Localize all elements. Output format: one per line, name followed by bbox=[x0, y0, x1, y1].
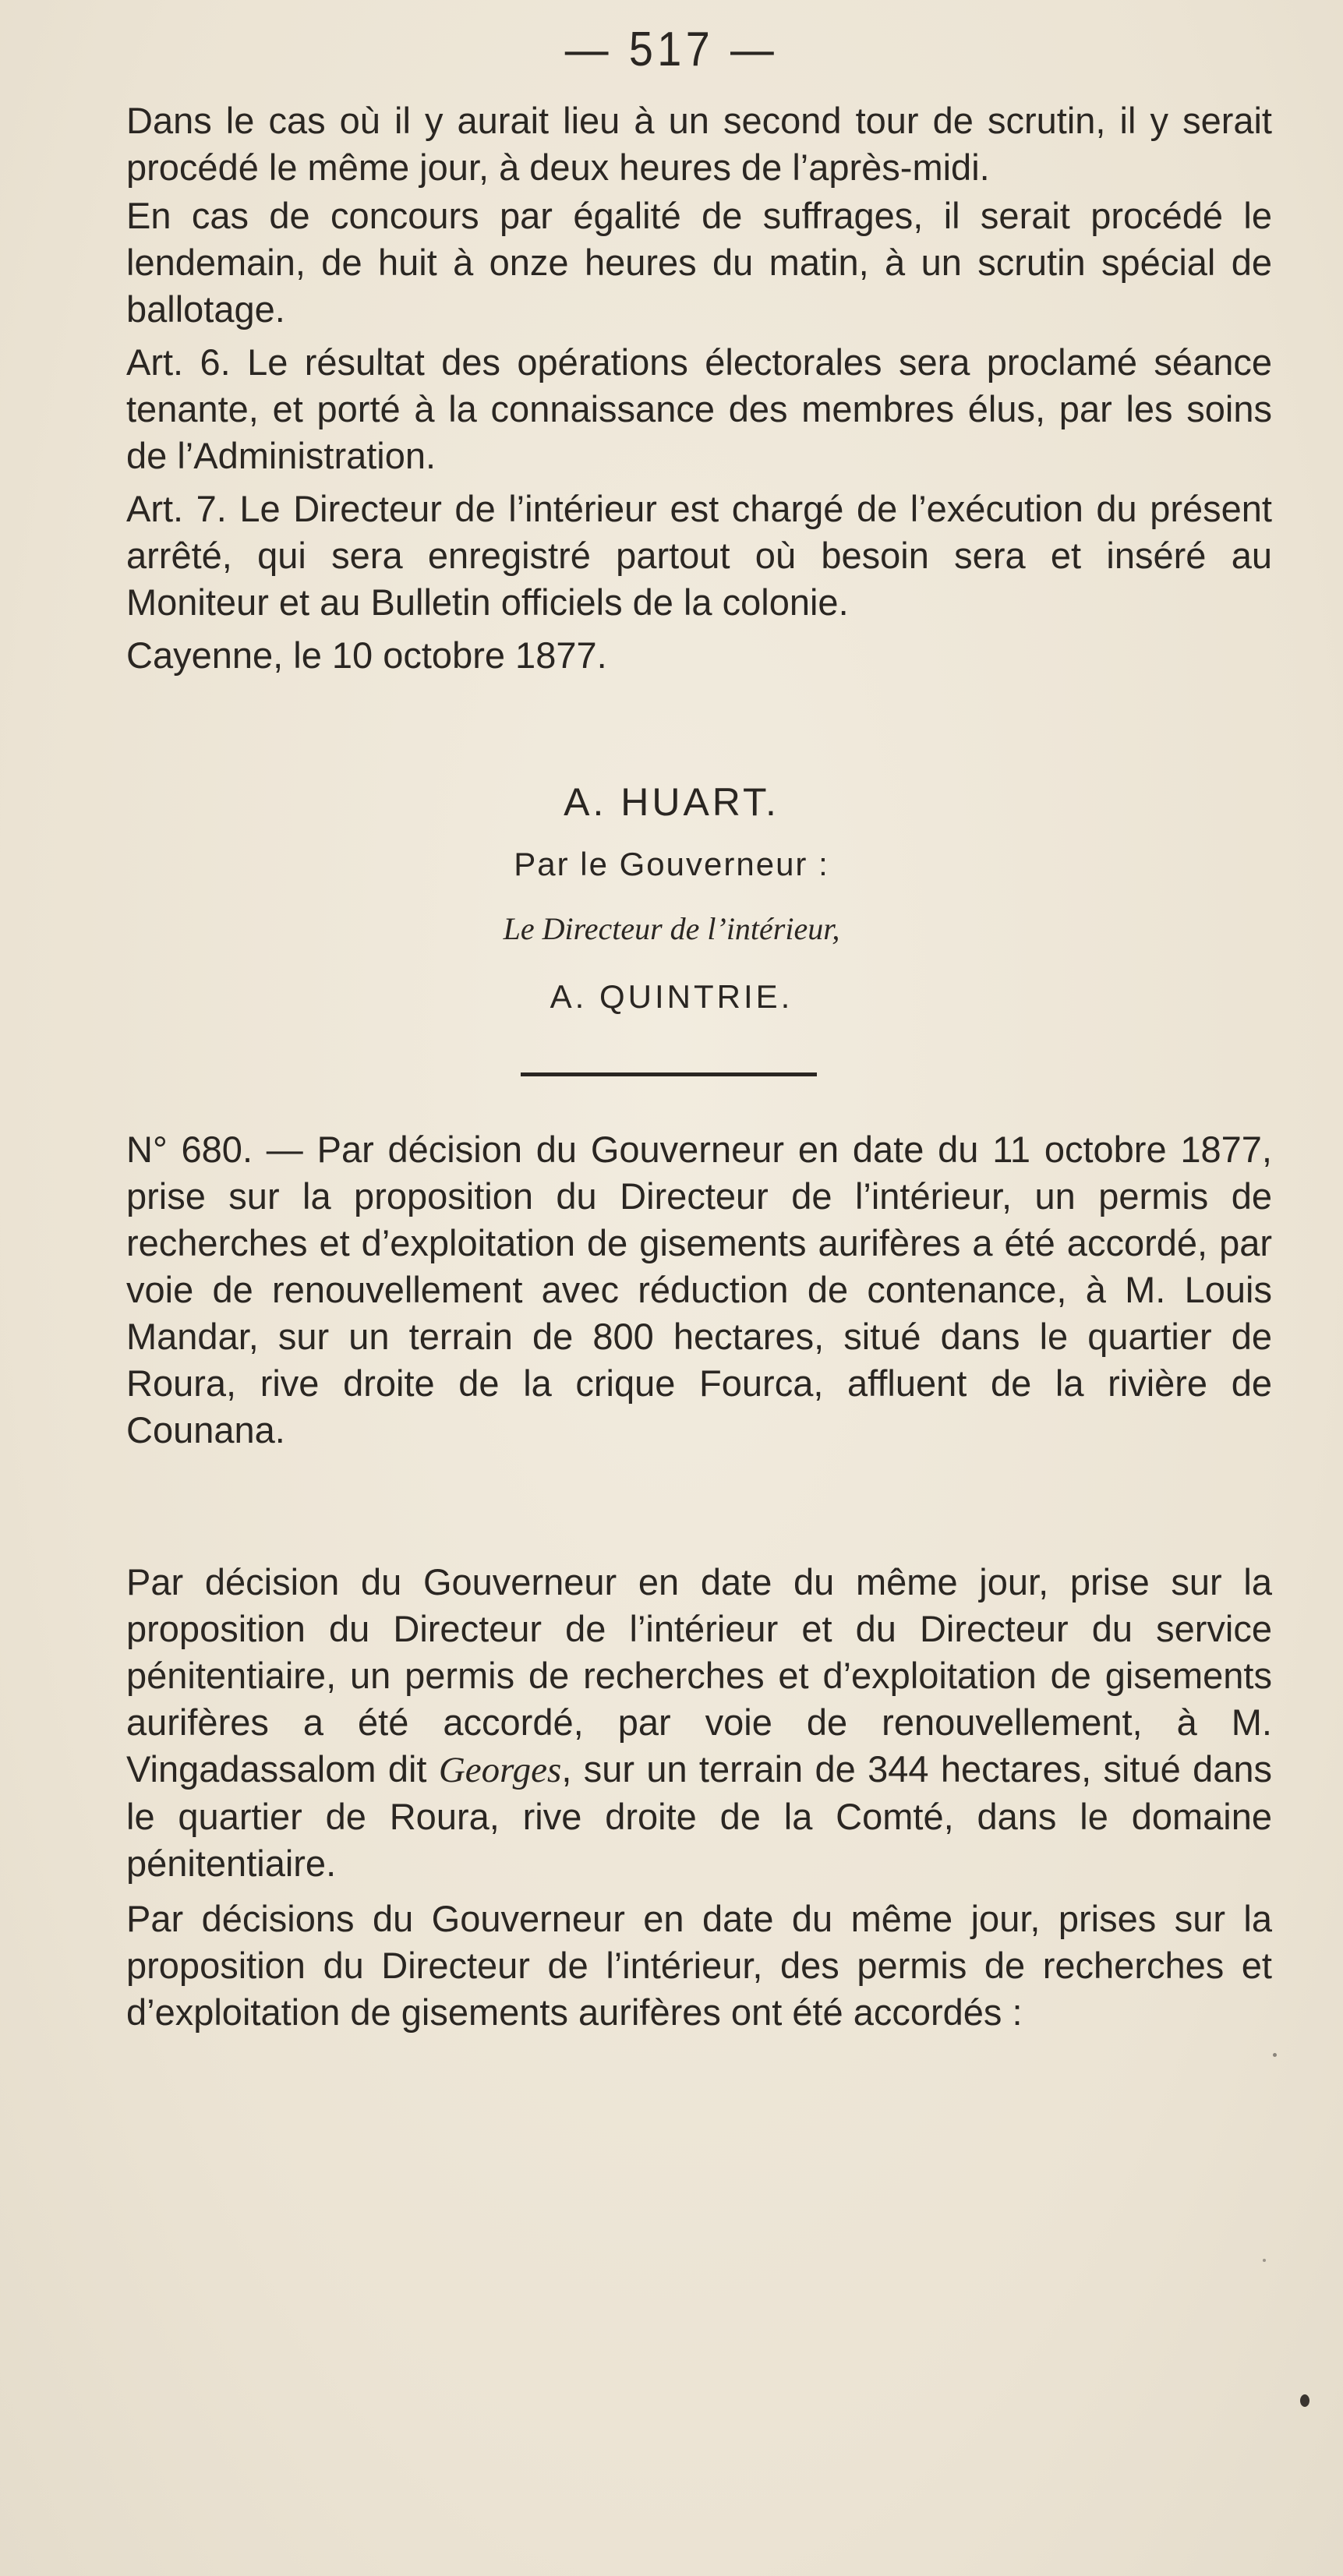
paragraph bbox=[126, 1559, 1272, 1887]
signature-par: Par le Gouverneur : bbox=[514, 846, 829, 882]
ink-speck bbox=[1273, 2053, 1277, 2057]
divider bbox=[521, 1072, 817, 1076]
paragraph: En cas de concours par égalité de suffrages, il serait procédé le lendemain, de huit à onze heures du matin, à un scrutin spécial de ballotage. bbox=[126, 195, 1272, 330]
signature-name-2: A. QUINTRIE. bbox=[550, 978, 793, 1015]
signature-name: A. HUART. bbox=[564, 780, 779, 824]
text-block-decision-680 bbox=[126, 1126, 1272, 1454]
page-number: — 517 — bbox=[564, 23, 779, 76]
paragraph: N° 680. — Par décision du Gouverneur en date du 11 octobre 1877, prise sur la proposition du Directeur de l’intérieur, un permis de recherches et d’exploitation de gisements aurifères a été accordé, par voie de renouvellement avec réduction de contenance, à M. Louis Mandar, sur un terrain de 800 hectares, situé dans le quartier de Roura, rive droite de la crique Fourca, affluent de la rivière de Counana. bbox=[126, 1129, 1272, 1451]
text-run: Par décision du Gouverneur en date du même jour, prise sur la proposition du Directeur de l’intérieur et du Directeur du service pénitentiaire, un permis de recherches et d’exploitation de gisements aurifères a été accordé, par voie de renouvellement, à M. Vingadassalom dit bbox=[126, 1561, 1272, 1790]
paragraph: Dans le cas où il y aurait lieu à un second tour de scrutin, il y serait procédé le même jour, à deux heures de l’après-midi. bbox=[126, 100, 1272, 188]
text-run: , sur un terrain de 344 hectares, situé dans le quartier de Roura, rive droite de la Comté, dans le domaine pénitentiaire. bbox=[126, 1748, 1273, 1884]
text-block-decision-3 bbox=[126, 1896, 1272, 2036]
text-block-arrete bbox=[126, 97, 1272, 679]
text-block-decision-2 bbox=[126, 1559, 1272, 1887]
italic-name: Georges bbox=[438, 1750, 562, 1790]
ink-speck bbox=[1263, 2259, 1266, 2262]
dateline: Cayenne, le 10 octobre 1877. bbox=[126, 634, 607, 676]
paragraph: Art. 6. Le résultat des opérations électorales sera proclamé séance tenante, et porté à la connaissance des membres élus, par les soins de l’Administration. bbox=[126, 341, 1272, 476]
paragraph: Par décisions du Gouverneur en date du même jour, prises sur la proposition du Directeur de l’intérieur, des permis de recherches et d’exploitation de gisements aurifères ont été accordés : bbox=[126, 1898, 1272, 2033]
signature-title: Le Directeur de l’intérieur, bbox=[503, 911, 840, 946]
paragraph: Art. 7. Le Directeur de l’intérieur est chargé de l’exécution du présent arrêté, qui sera enregistré partout où besoin sera et inséré au Moniteur et au Bulletin officiels de la colonie. bbox=[126, 488, 1272, 623]
ink-speck bbox=[1300, 2394, 1309, 2407]
